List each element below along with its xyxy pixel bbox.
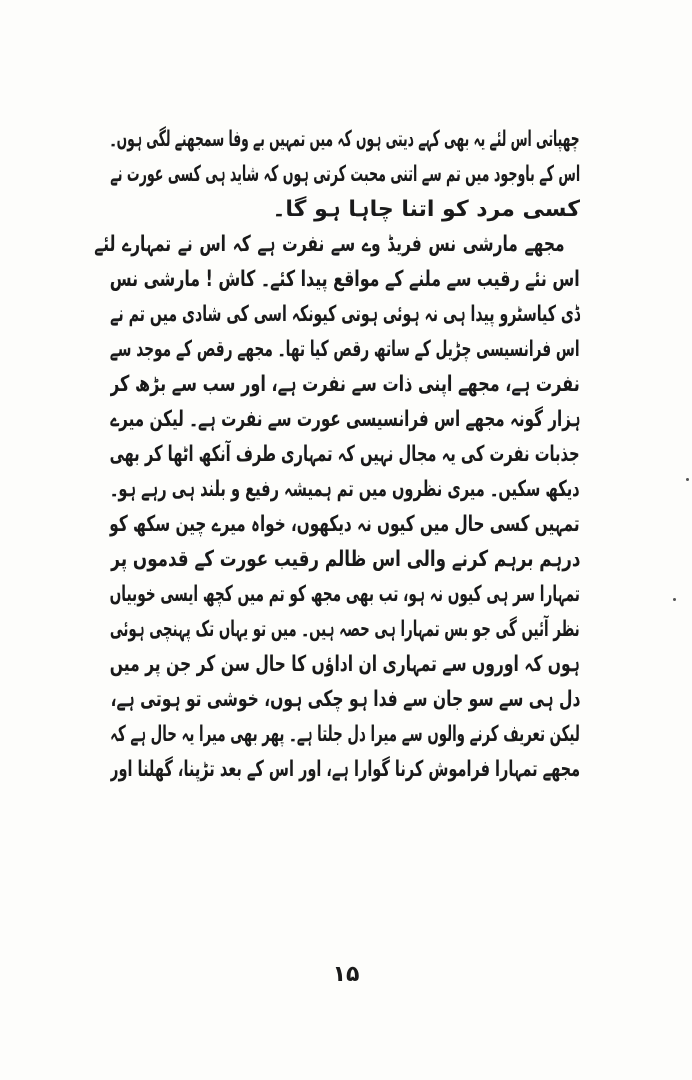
text-line: دیکھ سکیں۔ میری نظروں میں تم ہمیشہ رفیع و بلند ہی رہے ہو۔ [110,477,580,502]
text-line: اس کے باوجود میں تم سے اتنی محبت کرتی ہوں کہ شاید ہی کسی عورت نے [110,162,580,187]
text-line: نفرت ہے، مجھے اپنی ذات سے نفرت ہے، اور سب سے بڑھ کر [110,372,580,397]
text-line: جذبات نفرت کی یہ مجال نہیں کہ تمہاری طرف آنکھ اٹھا کر بھی [109,442,580,467]
text-line: ہزار گونہ مجھے اس فرانسیسی عورت سے نفرت ہے۔ لیکن میرے [109,407,580,432]
text-line: تمہارا سر ہی کیوں نہ ہو، تب بھی مجھ کو تم میں کچھ ایسی خوبیاں [109,582,580,607]
text-line: اس نئے رقیب سے ملنے کے مواقع پیدا کئے۔ کاش ! مارشی نس [110,267,580,292]
page-number: ۱۵ [332,962,360,987]
text-line: ہوں کہ اوروں سے تمہاری ان اداؤں کا حال سن کر جن پر میں [109,652,580,677]
scan-speck [673,598,676,601]
urdu-text-body [94,122,580,787]
text-line: چھپاتی اس لئے یہ بھی کہے دیتی ہوں کہ میں تمہیں بے وفا سمجھنے لگی ہوں۔ [109,127,580,152]
text-line: نظر آئیں گی جو بس تمہارا ہی حصہ ہیں۔ میں تو یہاں تک پہنچی ہوئی [110,617,580,642]
text-line: ڈی کیاسٹرو پیدا ہی نہ ہوئی ہوتی کیونکہ اسی کی شادی میں تم نے [109,302,580,327]
text-line: کسی مرد کو اتنا چاہا ہو گا۔ [272,197,580,222]
text-line: دل ہی سے سو جان سے فدا ہو چکی ہوں، خوشی تو ہوتی ہے، [110,687,580,712]
text-line: درہم برہم کرنے والی اس ظالم رقیب عورت کے قدموں پر [110,547,580,572]
text-line: مجھے تمہارا فراموش کرنا گوارا ہے، اور اس کے بعد تڑپنا، گھلنا اور [109,757,580,782]
text-line: مجھے مارشی نس فریڈ وے سے نفرت ہے کہ اس نے تمہارے لئے [94,232,565,257]
text-line: تمہیں کسی حال میں کیوں نہ دیکھوں، خواہ میرے چین سکھ کو [109,512,580,537]
text-line: لیکن تعریف کرنے والوں سے میرا دل جلتا ہے۔ پھر بھی میرا یہ حال ہے کہ [110,722,580,747]
scan-speck [686,478,689,481]
text-line: اس فرانسیسی چڑیل کے ساتھ رقص کیا تھا۔ مجھے رقص کے موجد سے [110,337,580,362]
